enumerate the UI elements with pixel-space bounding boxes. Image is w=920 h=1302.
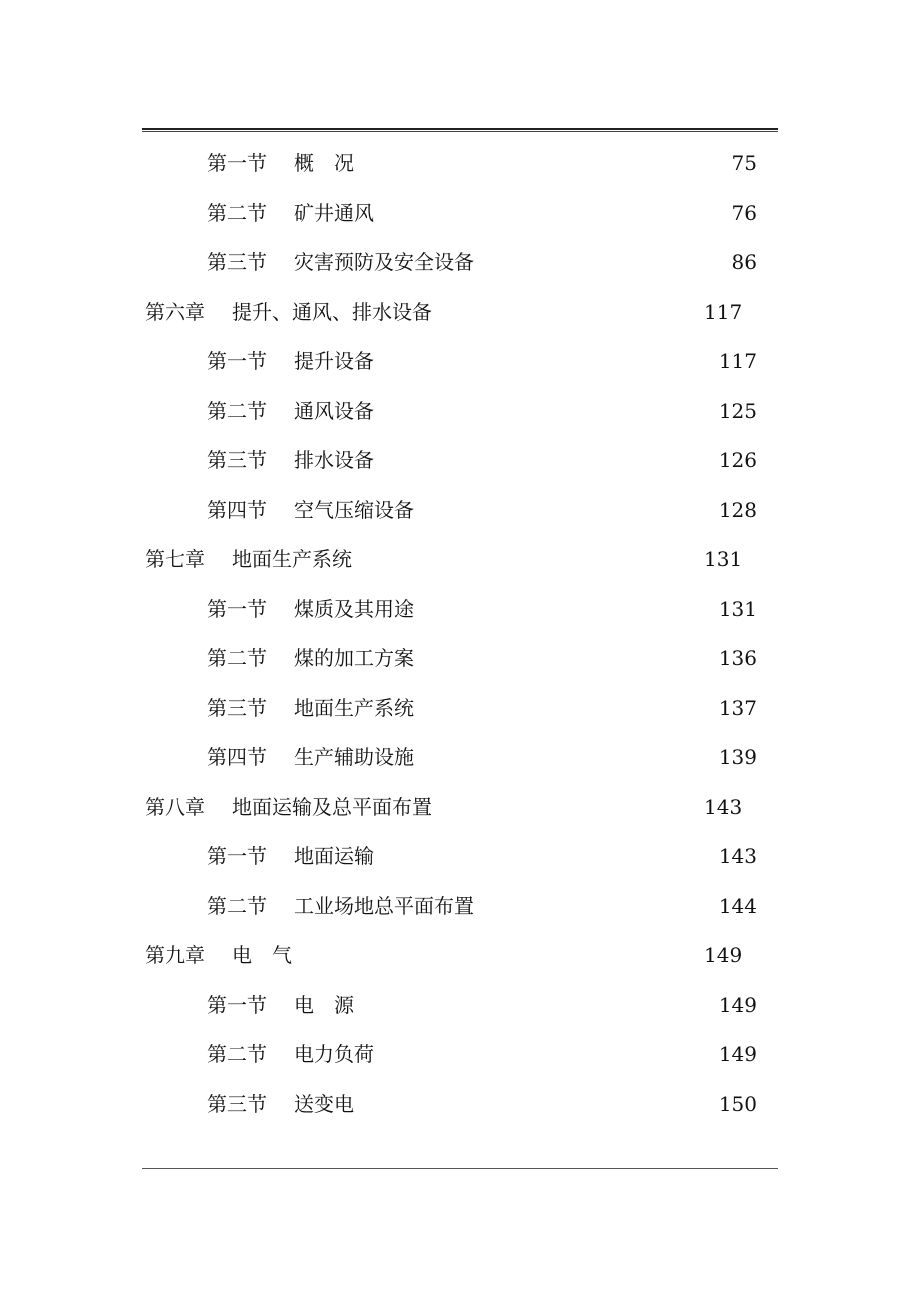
toc-page-number: 149 [704,943,743,967]
toc-title: 煤的加工方案 [294,646,414,670]
toc-title: 矿井通风 [294,200,374,225]
toc-title: 灾害预防及安全设备 [294,250,474,274]
toc-entry [0,139,920,189]
header-rule [142,128,778,130]
toc-title: 煤质及其用途 [294,596,414,621]
toc-page-number: 125 [718,398,757,423]
toc-page-number: 117 [704,299,743,324]
table-of-contents [0,139,920,1129]
toc-chapter-entry [0,535,920,585]
toc-label: 第一节 [207,349,267,373]
toc-page-number: 143 [718,844,757,868]
toc-entry [0,238,920,288]
toc-entry [0,634,920,684]
toc-label: 第四节 [207,497,267,522]
toc-entry [0,733,920,783]
toc-entry [0,832,920,882]
toc-page-number: 131 [704,547,743,571]
toc-title: 通风设备 [294,398,374,423]
toc-label: 第二节 [207,200,267,225]
toc-page-number: 143 [704,794,743,819]
toc-entry [0,1030,920,1080]
toc-label: 第一节 [207,844,267,868]
footer-rule [142,1168,778,1169]
toc-page-number: 136 [718,646,757,670]
toc-page-number: 150 [718,1091,757,1116]
toc-page-number: 131 [718,596,757,621]
toc-label: 第四节 [207,745,267,769]
toc-chapter-title: 提升、通风、排水设备 [232,299,432,324]
toc-label: 第二节 [207,1042,267,1066]
toc-entry [0,337,920,387]
toc-title: 空气压缩设备 [294,497,414,522]
toc-entry [0,436,920,486]
toc-label: 第一节 [207,992,267,1017]
toc-label: 第三节 [207,250,267,274]
toc-page-number: 117 [718,349,757,373]
toc-chapter-label: 第六章 [145,299,205,324]
toc-page-number: 86 [731,250,757,274]
toc-entry [0,585,920,635]
toc-page-number: 137 [718,695,757,720]
toc-page-number: 149 [718,992,757,1017]
toc-entry [0,486,920,536]
toc-chapter-title: 地面生产系统 [232,547,352,571]
toc-label: 第二节 [207,646,267,670]
toc-title: 提升设备 [294,349,374,373]
toc-title: 电 源 [294,992,354,1017]
toc-entry [0,882,920,932]
toc-chapter-label: 第九章 [145,943,205,967]
toc-chapter-entry [0,288,920,338]
toc-label: 第二节 [207,398,267,423]
toc-chapter-entry [0,783,920,833]
toc-entry [0,387,920,437]
toc-chapter-title: 电 气 [232,943,292,967]
toc-entry [0,981,920,1031]
toc-title: 电力负荷 [294,1042,374,1066]
toc-entry [0,1080,920,1130]
toc-page-number: 76 [731,200,757,225]
toc-entry [0,189,920,239]
toc-page-number: 144 [718,893,757,918]
toc-chapter-label: 第八章 [145,794,205,819]
toc-label: 第一节 [207,596,267,621]
toc-page-number: 126 [718,448,757,472]
toc-title: 地面运输 [294,844,374,868]
toc-label: 第三节 [207,1091,267,1116]
toc-title: 工业场地总平面布置 [294,893,474,918]
toc-label: 第一节 [207,151,267,175]
toc-page-number: 139 [718,745,757,769]
toc-title: 送变电 [294,1091,354,1116]
toc-title: 概 况 [294,151,354,175]
toc-title: 排水设备 [294,448,374,472]
toc-label: 第三节 [207,448,267,472]
toc-page-number: 128 [718,497,757,522]
toc-title: 生产辅助设施 [294,745,414,769]
toc-label: 第二节 [207,893,267,918]
toc-chapter-title: 地面运输及总平面布置 [232,794,432,819]
toc-label: 第三节 [207,695,267,720]
toc-page-number: 149 [718,1042,757,1066]
toc-entry [0,684,920,734]
toc-chapter-entry [0,931,920,981]
toc-page-number: 75 [731,151,757,175]
toc-title: 地面生产系统 [294,695,414,720]
toc-chapter-label: 第七章 [145,547,205,571]
